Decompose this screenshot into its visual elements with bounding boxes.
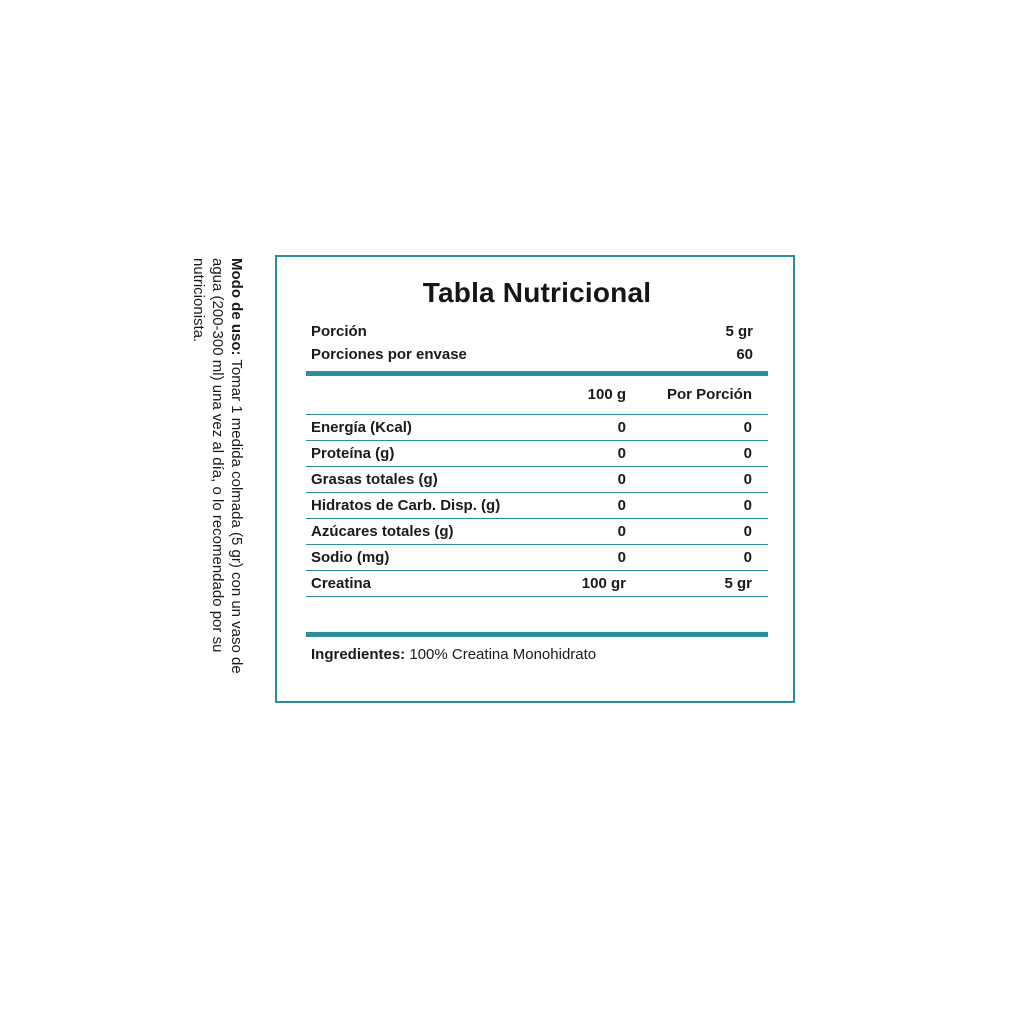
table-row <box>306 440 768 466</box>
row-value-portion: 0 <box>743 445 752 462</box>
row-value-100g: 0 <box>617 497 626 514</box>
row-value-portion: 0 <box>743 471 752 488</box>
table-row <box>306 414 768 440</box>
row-value-portion: 0 <box>743 419 752 436</box>
row-label: Azúcares totales (g) <box>311 523 454 540</box>
serving-label: Porción <box>311 323 367 340</box>
top-divider <box>306 371 768 376</box>
usage-text-block <box>190 258 246 698</box>
row-value-100g: 0 <box>617 471 626 488</box>
column-header-row <box>306 382 768 412</box>
ingredients-value: 100% Creatina Monohidrato <box>405 646 597 663</box>
row-label: Hidratos de Carb. Disp. (g) <box>311 497 501 514</box>
servings-per-container-row <box>311 346 753 363</box>
row-label: Energía (Kcal) <box>311 419 412 436</box>
row-label: Proteína (g) <box>311 445 395 462</box>
table-row <box>306 492 768 518</box>
ingredients-label: Ingredientes: <box>311 646 406 663</box>
table-title: Tabla Nutricional <box>422 277 652 308</box>
usage-instructions <box>190 258 250 698</box>
row-label: Creatina <box>311 575 372 592</box>
table-row <box>306 466 768 492</box>
row-value-100g: 0 <box>617 549 626 566</box>
servings-label: Porciones por envase <box>311 346 467 363</box>
row-value-portion: 0 <box>743 549 752 566</box>
servings-value: 60 <box>736 346 753 363</box>
row-label: Sodio (mg) <box>311 549 390 566</box>
column-header-portion: Por Porción <box>666 386 752 403</box>
nutrient-rows <box>306 414 768 597</box>
usage-text: Tomar 1 medida colmada (5 gr) con un vaso de agua (200-300 ml) una vez al día, o lo recomendado por su nutricionista. <box>190 258 245 674</box>
row-value-portion: 5 gr <box>724 575 752 592</box>
row-value-100g: 0 <box>617 445 626 462</box>
nutrition-panel <box>275 255 795 703</box>
serving-row <box>311 323 753 340</box>
table-row <box>306 570 768 597</box>
table-row <box>306 544 768 570</box>
row-value-100g: 100 gr <box>581 575 626 592</box>
serving-value: 5 gr <box>725 323 753 340</box>
row-value-portion: 0 <box>743 523 752 540</box>
row-value-100g: 0 <box>617 419 626 436</box>
usage-label: Modo de uso: <box>228 258 245 356</box>
ingredients <box>311 646 596 663</box>
table-row <box>306 518 768 544</box>
row-value-100g: 0 <box>617 523 626 540</box>
row-label: Grasas totales (g) <box>311 471 438 488</box>
bottom-divider <box>306 632 768 637</box>
column-header-100g: 100 g <box>587 386 626 403</box>
row-value-portion: 0 <box>743 497 752 514</box>
